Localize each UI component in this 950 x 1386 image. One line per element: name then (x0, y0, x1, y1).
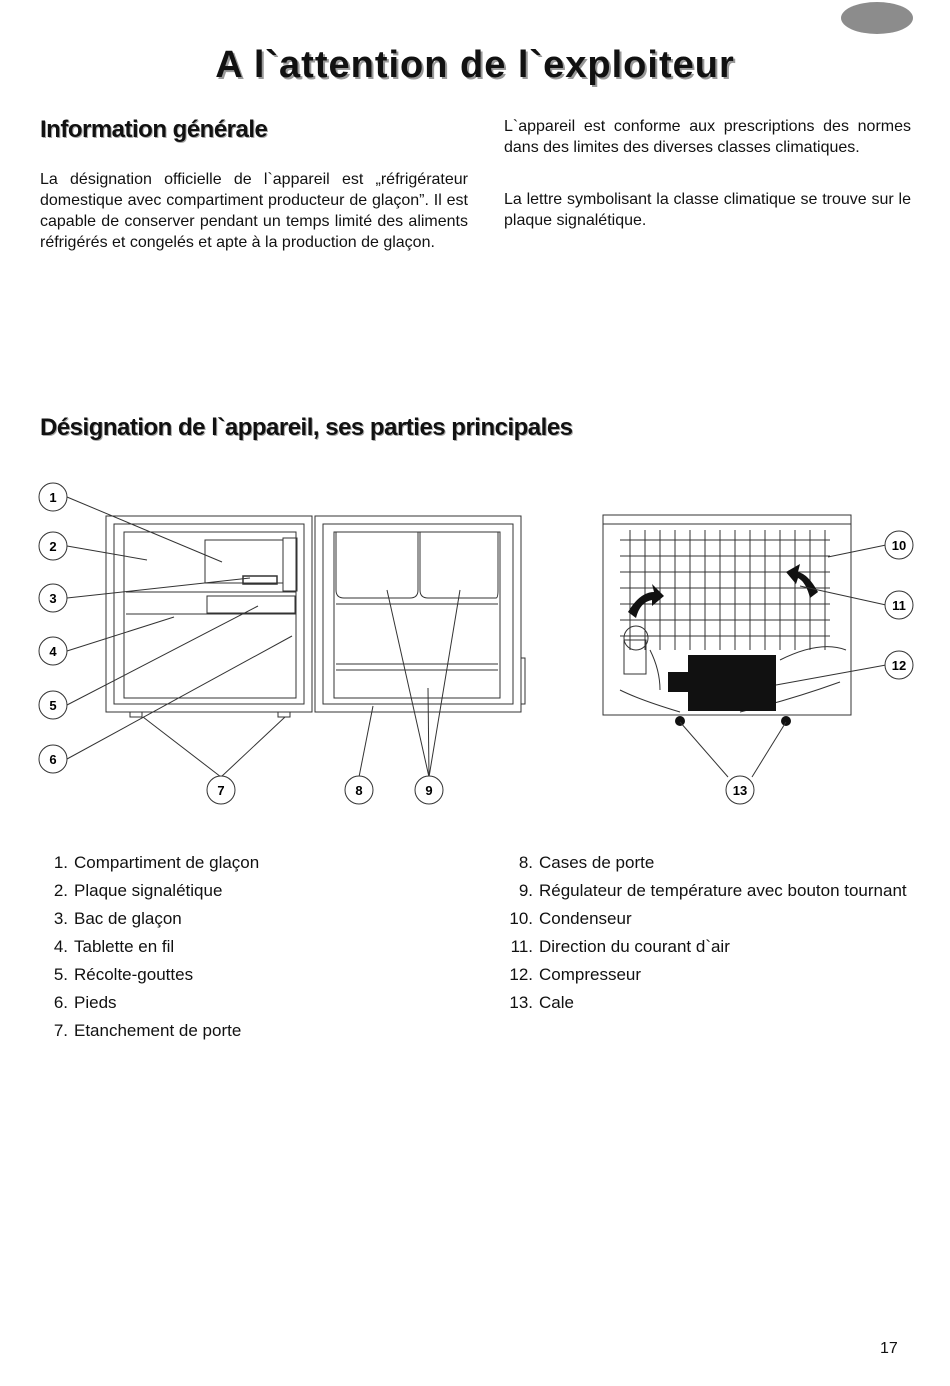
callout-4 (39, 637, 67, 665)
svg-text:10: 10 (891, 538, 907, 553)
parts-list-left (40, 851, 470, 1047)
callout-7 (207, 776, 235, 804)
callout-3 (39, 584, 67, 612)
list-item: 6. Pieds (53, 993, 117, 1012)
chapter-tab-marker (841, 2, 913, 34)
climate-class-paragraph: La lettre symbolisant la classe climatique se trouve sur le plaque signalétique. (504, 191, 911, 229)
list-item: 8. Cases de porte (518, 853, 655, 872)
general-info-paragraph: La désignation officielle de l`appareil est „réfrigérateur domestique avec compartiment producteur de glaçon”. Il est capable de conserver pendant un temps limité des aliments réfrigérés et congelés et apte à la production de glaçon. (40, 171, 468, 251)
svg-text:2: 2 (49, 539, 57, 554)
list-item: 1. Compartiment de glaçon (53, 853, 260, 872)
door-inside-view (315, 516, 525, 712)
callout-8 (345, 776, 373, 804)
appliance-parts-diagram (0, 470, 950, 820)
callout-10 (885, 531, 913, 559)
list-item: 10. Condenseur (509, 909, 632, 928)
page-number: 17 (880, 1340, 898, 1357)
list-item: 4. Tablette en fil (53, 937, 175, 956)
list-item: 9. Régulateur de température avec bouton tournant (518, 881, 907, 900)
svg-text:12: 12 (891, 658, 907, 673)
list-item: 3. Bac de glaçon (53, 909, 182, 928)
compressor-shape (668, 655, 776, 711)
fridge-front-view (106, 516, 312, 717)
callout-11 (885, 591, 913, 619)
callout-9 (415, 776, 443, 804)
callout-1 (39, 483, 67, 511)
foot-right (781, 716, 791, 726)
svg-text:11: 11 (892, 598, 906, 613)
svg-text:3: 3 (49, 591, 57, 606)
svg-text:4: 4 (49, 644, 57, 659)
list-item: 2. Plaque signalétique (53, 881, 223, 900)
callout-13 (726, 776, 754, 804)
svg-text:7: 7 (217, 783, 225, 798)
list-item: 7. Etanchement de porte (53, 1021, 242, 1040)
heading-appliance-parts: Désignation de l`appareil, ses parties principales (40, 414, 573, 441)
svg-text:1: 1 (49, 490, 57, 505)
svg-text:9: 9 (425, 783, 433, 798)
heading-general-information: Information générale (40, 116, 268, 143)
callout-2 (39, 532, 67, 560)
airflow-arrow-right (786, 564, 818, 598)
parts-list-right (500, 851, 911, 1019)
callout-12 (885, 651, 913, 679)
list-item: 5. Récolte-gouttes (53, 965, 194, 984)
svg-text:5: 5 (49, 698, 57, 713)
svg-text:8: 8 (355, 783, 363, 798)
list-item: 11. Direction du courant d`air (510, 937, 730, 956)
foot-left (675, 716, 685, 726)
conformity-paragraph: L`appareil est conforme aux prescriptions des normes dans des limites des diverses classes climatiques. (504, 118, 911, 156)
list-item: 12. Compresseur (509, 965, 642, 984)
page-title: A l`attention de l`exploiteur (215, 44, 735, 86)
airflow-arrow-left (628, 584, 664, 618)
list-item: 13. Cale (509, 993, 574, 1012)
svg-text:6: 6 (49, 752, 57, 767)
callout-6 (39, 745, 67, 773)
callout-5 (39, 691, 67, 719)
svg-text:13: 13 (732, 783, 748, 798)
